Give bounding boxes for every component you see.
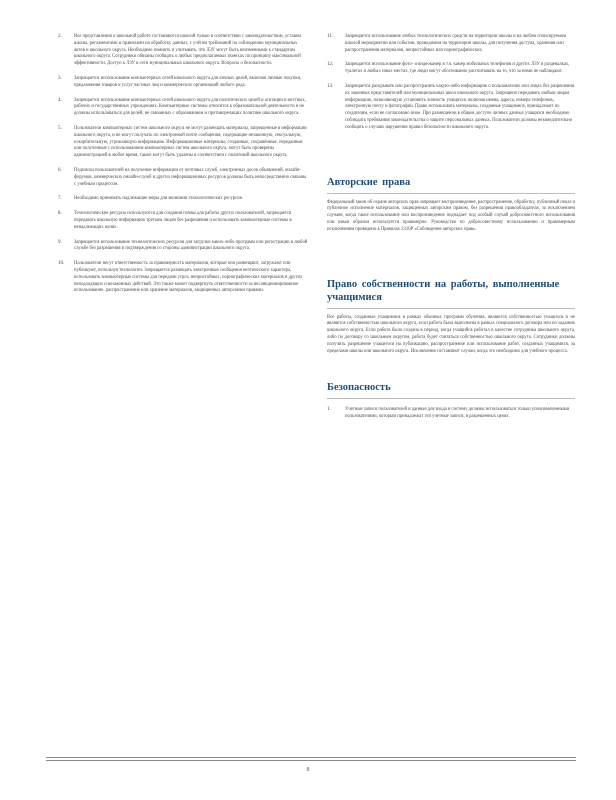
list-item	[58, 34, 308, 68]
item-text: Все представления о школьной работе составляются школой только в соответствии с законодательством, уставом школы, регламентами и правилами на обработку данных, с учётом требований по соблюдению муниципальных актов и школьного округа. Необходимо помнить и учитывать, что ЛЗУ могут быть неизменными к стандартам школьного округа. Сотрудники обязаны сообщать о любых предполагаемых помехах по принципу максимальной эффективности. Доступ к ЛЗУ в сети муниципальных школьного округа. Вопросы о безопасности.	[74, 34, 301, 67]
item-number: 5.	[58, 125, 62, 131]
page-number: 8	[306, 767, 310, 773]
item-number: 8.	[58, 211, 62, 217]
item-number: 3.	[58, 75, 62, 81]
section-heading: Право собственности на работы, выполненные учащимися	[327, 278, 575, 309]
item-text: Пользователи несут ответственность за правомерность материалов, которые они размещают, загружают или публикуют, используя технологии. Запрещается размещать электронные сообщения неэтического характера, использовать компьютерные системы для передачи угроз, непристойных, порнографических материалов и других неподходящих и незаконных действий. Это также может подвергнуть ответственности за несанкционированное использование, распространение или хранение материалов, защищенных авторскими правами.	[74, 261, 303, 294]
item-number: 12.	[327, 62, 334, 68]
right-column	[327, 34, 575, 429]
list-item	[58, 126, 308, 160]
item-number: 4.	[58, 97, 62, 103]
security-section	[327, 381, 575, 421]
list-item	[58, 168, 308, 188]
list-item	[58, 76, 308, 90]
item-text: Пользователи компьютерных систем школьного округа не могут размещать материалы, запрещенные в информации школьного округа, и не могут получать по электронной почте сообщения, содержащие незаконную, сексуальную, оскорбительную, угрожающую информацию. Информационные материалы, созданные, сохранённые, переданные или полученные с использованием компьютерных систем школьного округа, могут быть проверены администрацией в любое время, также могут быть удалены в соответствии с политикой школьного округа.	[74, 125, 307, 159]
list-item	[327, 84, 575, 132]
section-text: Все работы, созданные учащимися в рамках обычных программ обучения, являются собственностью учащихся и не являются собственностью школьного округа, если работа была выполнена в рамках специального договора или по заданию школьного округа. Если работа была создана в период, когда учащийся работал в качестве сотрудника школьного округа, либо по договору со школьным округом, работа будет считаться собственностью школьного округа. Сотрудники должны получить разрешение учащегося на публикацию, распространение или использование работ, созданных учащимися, за пределами школы или школьного округа. Исключения составляют случаи, когда это необходимо для учебного процесса.	[327, 314, 575, 354]
list-item	[58, 196, 308, 203]
copyright-section	[327, 176, 575, 234]
item-number: 7.	[58, 196, 62, 202]
list-item	[58, 240, 308, 254]
list-item	[58, 211, 308, 231]
item-number: 6.	[58, 167, 62, 173]
item-number: 10.	[58, 261, 65, 267]
item-text: Необходимо принимать надлежащие меры для экономии технологических ресурсов.	[74, 196, 243, 202]
item-text: Подписки пользователей на получение информации от почтовых служб, электронных досок объявлений, онлайн-форумов, коммерческих онлайн-служб и других информационных ресурсов должны быть непосредственно связаны с учебным процессом.	[74, 167, 307, 187]
list-item	[58, 98, 308, 118]
item-text: Учетные записи пользователей и данные для входа в систему должны использоваться только уполномоченными пользователями, которым принадлежат эти учетные записи, в разрешенных целях.	[345, 407, 570, 420]
item-number: 9.	[58, 239, 62, 245]
security-list	[327, 407, 575, 421]
section-heading: Авторские права	[327, 176, 575, 194]
ownership-section	[327, 278, 575, 356]
item-number: 13.	[327, 83, 334, 89]
item-text: Запрещается использование фото- и видеокамер в т.ч. камер мобильных телефонов и других ЛЗУ в раздевалках, туалетах и любых иных местах, где люди могут обоснованно рассчитывать на то, что за ними не наблюдают.	[345, 62, 570, 75]
item-text: Запрещается использование компьютерных сетей школьного округа для политических целей и агитации в местных, рабочих и государственных учреждениях. Компьютерные системы относятся к образовательной деятельности и не должны использоваться для целей, не связанных с образованием и противоречащих политике школьного округа.	[74, 97, 306, 117]
item-text: Технологические ресурсы используются для создания почвы для работы других пользователей, запрещается передавать школьную информацию третьим лицам без разрешения и использовать компьютерные системы в ненадлежащих целях.	[74, 211, 292, 230]
section-text: Федеральный закон об охране авторских прав запрещает воспроизведение, распространение, обработку, публичный показ и публичное исполнение материалов, защищенных авторским правом, без разрешения правообладателя, за исключением случаев, когда такое использование или воспроизведение подпадает под особый случай добросовестного использования или иным образом используется правомерно. Руководство по добросовестному использованию и правомерным исключениям приведено в Правилах 2310Р «Соблюдение авторских прав».	[327, 199, 575, 232]
list-item	[327, 407, 575, 421]
list-item	[58, 261, 308, 295]
list-item	[327, 34, 575, 54]
rules-list-right	[327, 34, 575, 132]
item-text: Запрещается использование технологических ресурсов для загрузки каких-либо программ или регистрации в любой службе без разрешения и подтверждения со стороны администрации школьного округа.	[74, 239, 308, 252]
rules-list-left	[58, 34, 308, 295]
footer-rule-top	[46, 757, 576, 758]
section-heading: Безопасность	[327, 381, 575, 399]
footer-rule-bottom	[46, 760, 576, 761]
list-item	[327, 62, 575, 76]
item-number: 2.	[58, 34, 62, 39]
item-text: Запрещается раскрывать или распространять какую-либо информацию о пользователях или лицах без разрешения их законных представителей или муниципальных школ школьного округа. Запрещено передавать любым лицам информацию, позволяющую установить личность учащихся, включая имена, адреса, номера телефонов, электронную почту и фотографии. Право использовать материалы, созданные учащимися, принадлежит их создателям, если не согласовано иное. При размещении в общем доступе личных данных учащихся необходимо соблюдать требования законодательства о защите персональных данных. Пользователи должны незамедлительно сообщать о случаях нарушения правил безопасности школьного округа.	[345, 83, 575, 130]
item-text: Запрещается использование любых технологических средств на территории школы и на любом спонсируемом школой мероприятии или событии, проводимом на территории школы, для получения доступа, хранения или распространения материалов, непристойных или порнографических.	[345, 34, 567, 53]
item-number: 11.	[327, 34, 334, 39]
item-text: Запрещается использование компьютерных сетей школьного округа для личных целей, включая личные покупки, предложения товаров и услуг частных лиц и коммерческих организаций любого рода.	[74, 75, 302, 88]
item-number: 1.	[327, 407, 331, 413]
left-column	[58, 34, 308, 303]
